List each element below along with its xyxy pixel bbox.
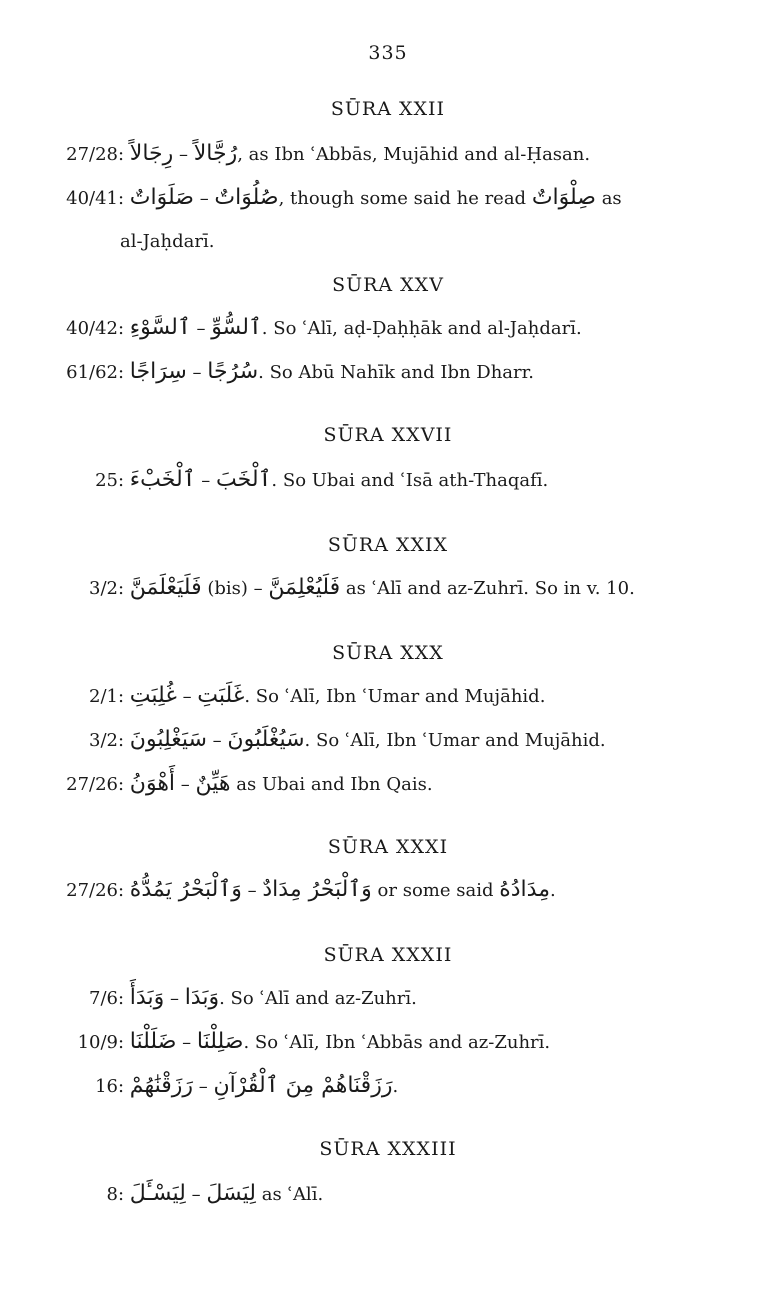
- arabic-variant: رُجَّالاً: [193, 141, 238, 166]
- arabic-variant: صُلُوَاتٌ: [214, 185, 279, 210]
- arabic-reading: رِجَالاً: [129, 141, 174, 166]
- entry-line: 3/2: فَلَيَعْلَمَنَّ (bis) – فَلَيُعْلِمَنَّ as ʿAlī and az-Zuhrī. So in v. 10.: [0, 574, 776, 603]
- arabic-variant: سُرُجًا: [207, 359, 259, 384]
- entry-text: as: [601, 188, 622, 209]
- sura-heading: SŪRA XXV: [332, 274, 444, 296]
- arabic-variant: غَلَبَتِ: [197, 683, 245, 708]
- arabic-variant: صِلْوَاتٌ: [531, 185, 596, 210]
- sura-heading: SŪRA XXXIII: [319, 1138, 457, 1160]
- entry-text: as ʿAlī.: [261, 1184, 324, 1205]
- arabic-variant: مِدَادُهُ: [499, 877, 550, 902]
- arabic-reading: رَزَقْنَٰهُمْ: [129, 1073, 193, 1098]
- entry-text: . So ʿAlī, Ibn ʿAbbās and az-Zuhrī.: [243, 1032, 551, 1053]
- entry-line: 27/26: وَٱلْبَحْرُ يَمُدُّهُ – وَٱلْبَحْرُ مِدَادٌ or some said مِدَادُهُ.: [0, 876, 776, 905]
- arabic-variant: لِيَسَلَ: [206, 1181, 256, 1206]
- arabic-variant: ٱلسُّوِّ: [211, 315, 262, 340]
- verse-ref: 25: [95, 470, 118, 491]
- arabic-reading: لِيَسْـَٔلَ: [129, 1181, 186, 1206]
- arabic-reading: سَيَغْلِبُونَ: [129, 727, 207, 752]
- entry-line: 7/6: وَبَدَأَ – وَبَدَا. So ʿAlī and az-Zuhrī.: [0, 984, 776, 1013]
- verse-ref: 40/41: [66, 188, 118, 209]
- entry-text: . So Ubai and ʿIsā ath-Thaqafī.: [271, 470, 549, 491]
- arabic-variant: هَيِّنٌ: [195, 771, 231, 796]
- verse-ref: 2/1: [89, 686, 118, 707]
- sura-heading: SŪRA XXX: [332, 642, 444, 664]
- entry-line: 61/62: سِرَاجًا – سُرُجًا. So Abū Nahīk and Ibn Dharr.: [0, 358, 776, 387]
- entry-line: 16: رَزَقْنَٰهُمْ – رَزَقْنَاهُمْ مِنَ ٱلْقُرْآنِ.: [0, 1072, 776, 1101]
- verse-ref: 27/28: [66, 144, 118, 165]
- entry-line: 3/2: سَيَغْلِبُونَ – سَيُغْلَبُونَ. So ʿAlī, Ibn ʿUmar and Mujāhid.: [0, 726, 776, 755]
- sura-heading: SŪRA XXIX: [327, 534, 449, 556]
- verse-ref: 10/9: [77, 1032, 118, 1053]
- verse-ref: 3/2: [89, 578, 118, 599]
- entry-line: 27/28: رِجَالاً – رُجَّالاً, as Ibn ʿAbbās, Mujāhid and al-Ḥasan.: [0, 140, 776, 169]
- sura-heading: SŪRA XXVII: [323, 424, 453, 446]
- entry-text: . So ʿAlī and az-Zuhrī.: [219, 988, 417, 1009]
- arabic-reading: ٱلسَّوْءِ: [129, 315, 191, 340]
- entry-text: , as Ibn ʿAbbās, Mujāhid and al-Ḥasan.: [237, 144, 591, 165]
- arabic-variant: وَٱلْبَحْرُ مِدَادٌ: [262, 877, 372, 902]
- entry-line: 27/26: أَهْوَنُ – هَيِّنٌ as Ubai and Ibn Qais.: [0, 770, 776, 799]
- entry-text: . So ʿAlī, aḍ-Ḍaḥḥāk and al-Jaḥdarī.: [261, 318, 582, 339]
- arabic-variant: سَيُغْلَبُونَ: [227, 727, 305, 752]
- entry-line: 8: لِيَسْـَٔلَ – لِيَسَلَ as ʿAlī.: [0, 1180, 776, 1209]
- arabic-reading: أَهْوَنُ: [129, 771, 176, 796]
- sura-heading: SŪRA XXXII: [323, 944, 453, 966]
- verse-ref: 8: [106, 1184, 118, 1205]
- entry-text: . So ʿAlī, Ibn ʿUmar and Mujāhid.: [304, 730, 606, 751]
- arabic-reading: ٱلْخَبْءَ: [129, 467, 196, 492]
- arabic-reading: صَلَوَاتٌ: [129, 185, 194, 210]
- entry-note: (bis): [207, 578, 248, 599]
- verse-ref: 27/26: [66, 880, 118, 901]
- entry-text: or some said: [377, 880, 494, 901]
- sura-heading: SŪRA XXII: [330, 98, 446, 120]
- arabic-variant: صَلِلْنَا: [196, 1029, 244, 1054]
- entry-text: as ʿAlī and az-Zuhrī. So in v. 10.: [345, 578, 635, 599]
- entry-line: 10/9: ضَلَلْنَا – صَلِلْنَا. So ʿAlī, Ibn ʿAbbās and az-Zuhrī.: [0, 1028, 776, 1057]
- entry-text: .: [392, 1076, 399, 1097]
- sura-heading: SŪRA XXXI: [327, 836, 449, 858]
- verse-ref: 3/2: [89, 730, 118, 751]
- verse-ref: 40/42: [66, 318, 118, 339]
- arabic-reading: غُلِبَتِ: [129, 683, 177, 708]
- verse-ref: 7/6: [89, 988, 118, 1009]
- entry-continuation: al-Jaḥdarī.: [120, 231, 215, 252]
- verse-ref: 61/62: [66, 362, 118, 383]
- arabic-variant: وَبَدَا: [184, 985, 220, 1010]
- entry-line: 2/1: غُلِبَتِ – غَلَبَتِ. So ʿAlī, Ibn ʿUmar and Mujāhid.: [0, 682, 776, 711]
- entry-text: , though some said he read: [278, 188, 527, 209]
- entry-text: . So Abū Nahīk and Ibn Dharr.: [258, 362, 534, 383]
- entry-line: 40/41: صَلَوَاتٌ – صُلُوَاتٌ, though some said he read صِلْوَاتٌ as: [0, 184, 776, 213]
- entry-line: 40/42: ٱلسَّوْءِ – ٱلسُّوِّ. So ʿAlī, aḍ-Ḍaḥḥāk and al-Jaḥdarī.: [0, 314, 776, 343]
- arabic-reading: سِرَاجًا: [129, 359, 187, 384]
- entry-text: . So ʿAlī, Ibn ʿUmar and Mujāhid.: [244, 686, 546, 707]
- arabic-variant: رَزَقْنَاهُمْ مِنَ ٱلْقُرْآنِ: [213, 1073, 393, 1098]
- arabic-reading: فَلَيَعْلَمَنَّ: [129, 575, 202, 600]
- arabic-reading: وَبَدَأَ: [129, 985, 165, 1010]
- entry-text: as Ubai and Ibn Qais.: [236, 774, 433, 795]
- arabic-variant: فَلَيُعْلِمَنَّ: [268, 575, 341, 600]
- entry-text: .: [550, 880, 556, 901]
- arabic-variant: ٱلْخَبَ: [216, 467, 272, 492]
- arabic-reading: ضَلَلْنَا: [129, 1029, 177, 1054]
- arabic-reading: وَٱلْبَحْرُ يَمُدُّهُ: [129, 877, 242, 902]
- verse-ref: 27/26: [66, 774, 118, 795]
- entry-line: 25: ٱلْخَبْءَ – ٱلْخَبَ. So Ubai and ʿIsā ath-Thaqafī.: [0, 466, 776, 495]
- verse-ref: 16: [95, 1076, 118, 1097]
- page-number: 335: [368, 42, 408, 64]
